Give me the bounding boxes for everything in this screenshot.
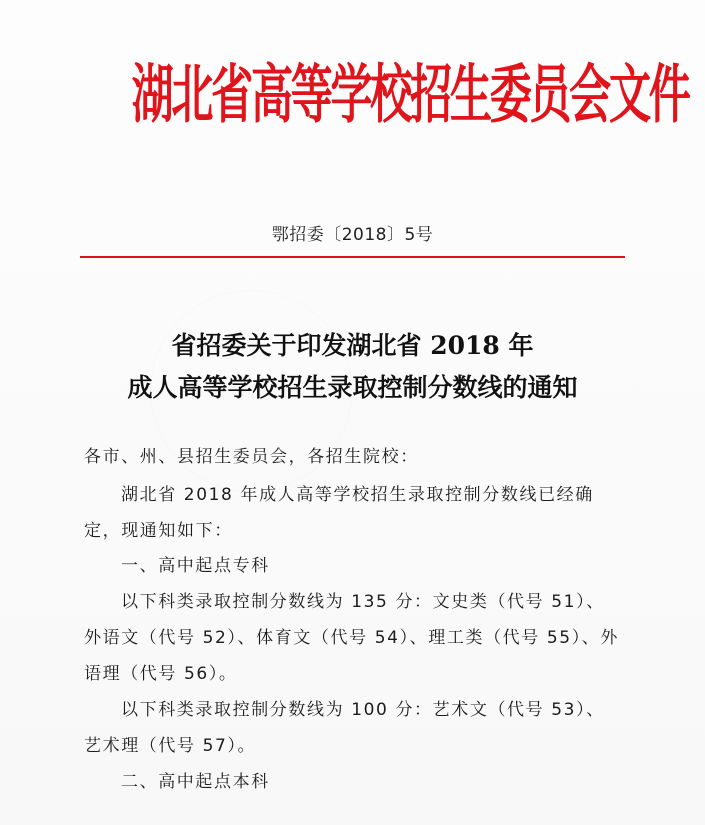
- notice-title-line-1: 省招委关于印发湖北省 2018 年: [171, 331, 534, 360]
- intro-paragraph-line-2: 定，现通知如下：: [84, 521, 233, 541]
- section1-paragraph1-line-3: 语理（代号 56）。: [84, 664, 238, 684]
- document-number: 鄂招委〔2018〕5号: [271, 225, 434, 245]
- salutation: 各市、州、县招生委员会，各招生院校：: [84, 447, 419, 467]
- section1-paragraph1-line-1: 以下科类录取控制分数线为 135 分：文史类（代号 51）、: [121, 592, 605, 612]
- red-divider-line: [80, 256, 625, 258]
- section-heading-2: 二、高中起点本科: [121, 772, 270, 792]
- section1-paragraph2-line-1: 以下科类录取控制分数线为 100 分：艺术文（代号 53）、: [121, 700, 605, 720]
- issuer-header: 湖北省高等学校招生委员会文件: [131, 56, 689, 132]
- section1-paragraph2-line-2: 艺术理（代号 57）。: [84, 736, 257, 756]
- section-heading-1: 一、高中起点专科: [121, 556, 270, 576]
- notice-title-line-2: 成人高等学校招生录取控制分数线的通知: [127, 373, 578, 402]
- intro-paragraph-line-1: 湖北省 2018 年成人高等学校招生录取控制分数线已经确: [121, 485, 594, 505]
- section1-paragraph1-line-2: 外语文（代号 52）、体育文（代号 54）、理工类（代号 55）、外: [84, 628, 620, 648]
